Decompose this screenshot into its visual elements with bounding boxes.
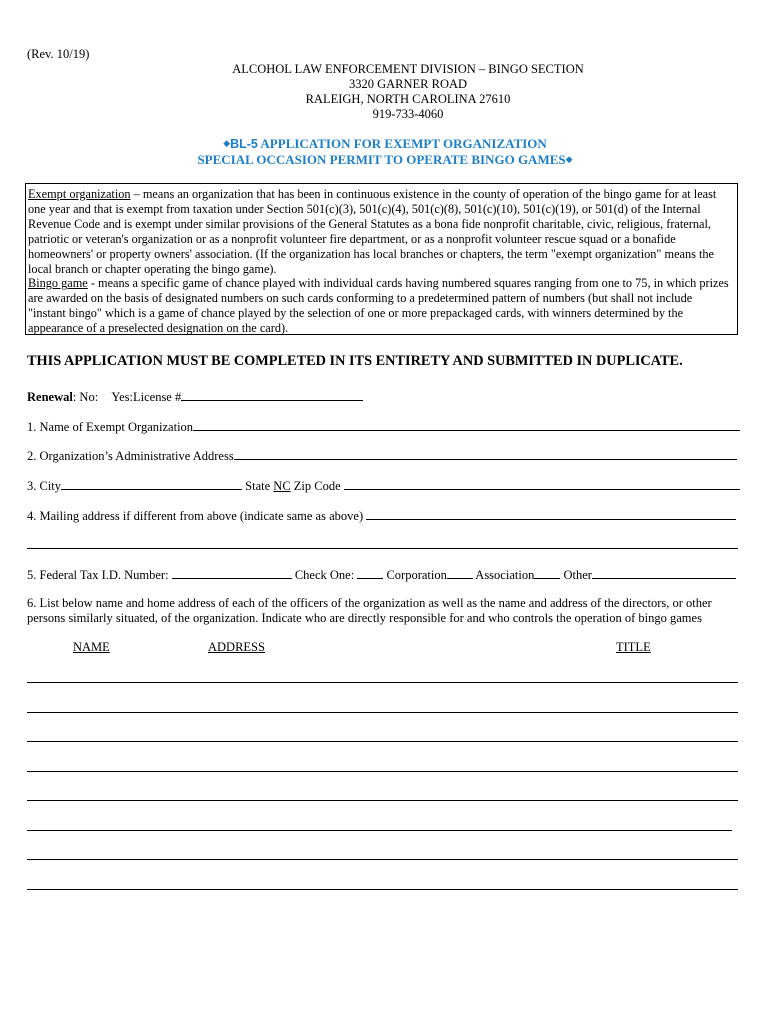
title-column-header: TITLE [616, 640, 651, 654]
other-label: Other [560, 568, 592, 582]
renewal-no-label: : No: [72, 390, 99, 404]
mailing-address-field[interactable] [366, 508, 736, 520]
renewal-row [27, 389, 363, 405]
form-code: BL-5 [230, 137, 258, 151]
officers-instruction: 6. List below name and home address of each of the officers of the organization as well as the name and address of the directors, or other persons similarly situated, of the organization. Indicate who are directly responsible for and who controls the operation of bingo games [27, 596, 712, 625]
state-label: State [242, 479, 274, 493]
other-check-field[interactable] [534, 567, 560, 579]
zip-code-field[interactable] [344, 478, 740, 490]
renewal-yes-label: Yes: [111, 390, 133, 404]
bingo-game-term: Bingo game [28, 276, 88, 291]
exempt-organization-definition: – means an organization that has been in continuous existence in the county of operation of the bingo game for at least one year and that is exempt from taxation under Section 501(c)(3), 501(c)(4), 501(c)(8), 501(c)(10), 501(c)(19), or 501(d) of the Internal Revenue Code and is exempt under similar provisions of the General Statutes as a bona fide nonprofit charitable, civic, religious, fraternal, patriotic or veteran's organization or as a nonprofit volunteer fire department, or as a nonprofit volunteer rescue squad or a bonafide homeowners' or property owners' association. (If the organization has local branches or chapters, the term "exempt organization" means the local branch or chapter operating the bingo game). [28, 187, 717, 276]
form-title-text: APPLICATION FOR EXEMPT ORGANIZATION [257, 136, 547, 151]
administrative-address-row [27, 448, 737, 464]
officer-entry-line[interactable] [27, 771, 738, 772]
form-title-text-2: SPECIAL OCCASION PERMIT TO OPERATE BINGO GAMES [197, 152, 566, 167]
form-title-line1 [0, 136, 770, 152]
agency-street: 3320 GARNER ROAD [348, 77, 468, 91]
corporation-check-field[interactable] [357, 567, 383, 579]
officer-entry-line[interactable] [27, 800, 738, 801]
form-title-line2 [0, 152, 770, 168]
agency-name: ALCOHOL LAW ENFORCEMENT DIVISION – BINGO SECTION [232, 62, 584, 76]
completion-instruction: THIS APPLICATION MUST BE COMPLETED IN ITS ENTIRETY AND SUBMITTED IN DUPLICATE. [27, 353, 683, 369]
officer-entry-line[interactable] [27, 889, 738, 890]
city-label: 3. City [27, 479, 62, 493]
zip-code-label: Zip Code [290, 479, 344, 493]
corporation-label: Corporation [383, 568, 447, 582]
mailing-address-line-2[interactable] [27, 548, 738, 549]
federal-tax-id-label: 5. Federal Tax I.D. Number: [27, 568, 172, 582]
license-number-field[interactable] [181, 389, 363, 401]
organization-name-field[interactable] [193, 419, 740, 431]
license-number-label: License # [132, 390, 182, 404]
city-state-zip-row [27, 478, 740, 494]
bingo-game-definition: - means a specific game of chance played with individual cards having numbered squares ranging from one to 75, in which prizes are awarded on the basis of designated numbers on such cards conforming to a predetermined pattern of numbers (but shall not include "instant bingo" which is a game of chance played by the selection of one or more prepackaged cards, with winners determined by the appearance of a preselected designation on the card). [28, 276, 729, 336]
mailing-address-row [27, 508, 736, 524]
organization-name-row [27, 419, 740, 435]
diamond-icon: ◆ [223, 138, 231, 148]
agency-city: RALEIGH, NORTH CAROLINA 27610 [305, 92, 511, 106]
administrative-address-field[interactable] [234, 448, 737, 460]
association-label: Association [472, 568, 535, 582]
officer-entry-line[interactable] [27, 741, 738, 742]
other-field[interactable] [592, 567, 736, 579]
association-check-field[interactable] [447, 567, 473, 579]
officer-entry-line[interactable] [27, 682, 738, 683]
city-field[interactable] [61, 478, 242, 490]
exempt-organization-term: Exempt organization [28, 187, 131, 201]
address-column-header: ADDRESS [208, 640, 265, 654]
organization-name-label: 1. Name of Exempt Organization [27, 420, 194, 434]
diamond-icon: ◆ [565, 154, 573, 164]
officer-entry-line[interactable] [27, 712, 738, 713]
mailing-address-label: 4. Mailing address if different from above (indicate same as above) [27, 509, 367, 523]
check-one-label: Check One: [291, 568, 358, 582]
revision-label: (Rev. 10/19) [27, 47, 90, 61]
federal-tax-row [27, 567, 736, 583]
officer-entry-line[interactable] [27, 830, 732, 831]
renewal-label: Renewal [27, 390, 73, 404]
agency-phone: 919-733-4060 [372, 107, 444, 121]
state-value: NC [273, 479, 291, 493]
federal-tax-id-field[interactable] [172, 567, 292, 579]
administrative-address-label: 2. Organization’s Administrative Address [27, 449, 234, 463]
officer-entry-line[interactable] [27, 859, 738, 860]
name-column-header: NAME [73, 640, 110, 654]
definitions-box [25, 183, 738, 335]
